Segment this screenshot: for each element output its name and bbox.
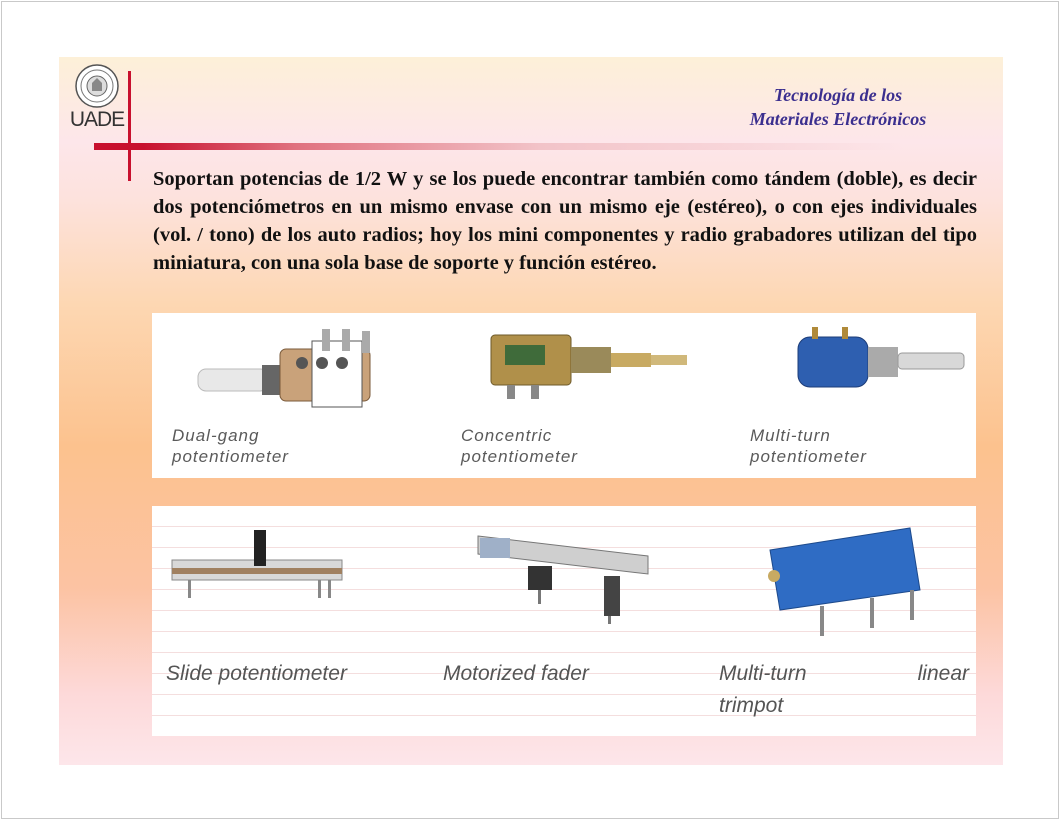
linear-trimpot-icon [760, 520, 930, 640]
caption-dual-gang [172, 425, 289, 467]
dual-gang-potentiometer-icon [192, 319, 402, 419]
caption-slide-pot [166, 658, 347, 690]
multi-turn-image [792, 323, 972, 403]
concentric-potentiometer-icon [487, 325, 697, 405]
caption-trimpot-line1-row [719, 658, 969, 690]
course-title-line2: Materiales Electrónicos [749, 109, 927, 129]
uade-seal-icon [73, 63, 121, 109]
body-paragraph: Soportan potencias de 1/2 W y se los puede encontrar también como tándem (doble), es decir dos potenciómetros en un mismo envase con un mismo eje (estéreo), o con ejes individuales (vol. / tono) de los auto radios; hoy los mini componentes y radio grabadores utilizan del tipo miniatura, con una sola base de soporte y función estéreo. [153, 168, 977, 274]
uade-logo [69, 63, 125, 131]
caption-dual-gang-line1: Dual-gang [172, 426, 260, 445]
slide-potentiometer-icon [168, 524, 348, 604]
linear-potentiometers-panel [152, 506, 976, 736]
vertical-accent-line [128, 71, 131, 181]
caption-trimpot-line1b: linear [917, 662, 969, 685]
caption-motorized-fader [443, 658, 589, 690]
rotary-potentiometers-panel [152, 313, 976, 478]
caption-concentric [461, 425, 578, 467]
caption-multi-turn [750, 425, 867, 467]
caption-concentric-line2: potentiometer [461, 447, 578, 466]
caption-trimpot-line1: Multi-turn [719, 662, 807, 685]
caption-concentric-line1: Concentric [461, 426, 553, 445]
motorized-fader-icon [468, 516, 658, 626]
logo-text: UADE [69, 108, 125, 131]
trimpot-image [760, 520, 930, 640]
slide-pot-image [168, 524, 348, 604]
slide [59, 57, 1003, 765]
caption-multi-turn-line1: Multi-turn [750, 426, 831, 445]
course-title-line1: Tecnología de los [773, 85, 903, 105]
caption-multi-turn-line2: potentiometer [750, 447, 867, 466]
motorized-fader-image [468, 516, 658, 626]
multi-turn-potentiometer-icon [792, 323, 972, 403]
course-title [708, 83, 968, 131]
caption-trimpot-line2: trimpot [719, 694, 784, 717]
dual-gang-image [192, 319, 402, 419]
caption-slide-pot-line1: Slide potentiometer [166, 662, 347, 685]
caption-dual-gang-line2: potentiometer [172, 447, 289, 466]
concentric-image [487, 325, 697, 405]
caption-motorized-fader-line1: Motorized fader [443, 662, 589, 685]
horizontal-accent-line [94, 143, 904, 150]
caption-trimpot [719, 658, 969, 722]
